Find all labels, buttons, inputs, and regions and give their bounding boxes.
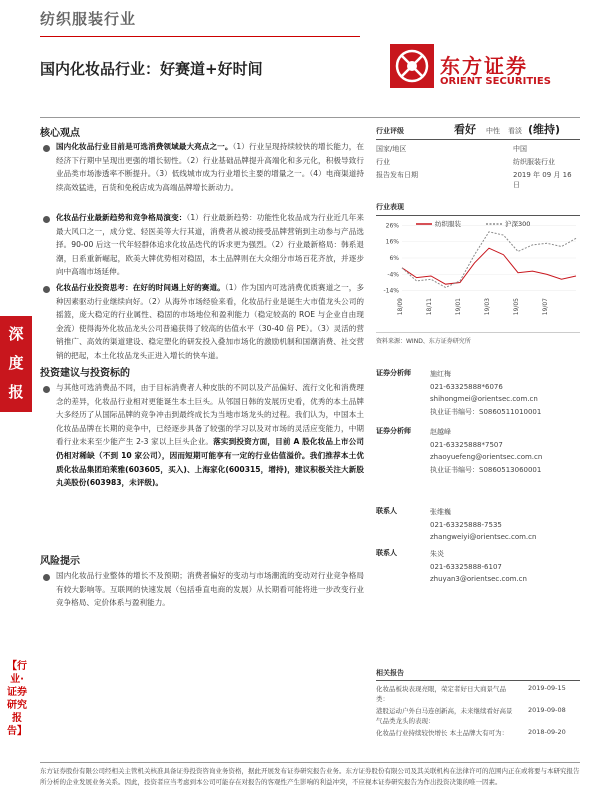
report-category-label: 【行业·证券研究报告】 <box>7 661 27 737</box>
y-tick-label: 6% <box>389 255 399 262</box>
core-point-3-bold: 化妆品行业投资思考：在好的时间遇上好的赛道。 <box>56 283 225 292</box>
x-tick-label: 19/07 <box>542 298 549 316</box>
series-line <box>402 232 576 288</box>
logo-name-en: ORIENT SECURITIES <box>440 76 551 87</box>
chart-source: 资料来源：WIND、东方证券研究所 <box>376 332 580 345</box>
section-heading-risk: 风险提示 <box>40 556 80 567</box>
info-row <box>376 170 580 189</box>
bullet-icon <box>43 386 50 393</box>
contact-email[interactable]: zhuyan3@orientsec.com.cn <box>430 575 527 583</box>
x-tick-label: 19/01 <box>455 298 462 316</box>
report-type-char: 深 <box>8 325 24 343</box>
section-heading-investment: 投资建议与投资标的 <box>40 368 130 379</box>
core-point-2-bold: 化妆品行业最新趋势和竞争格局演变： <box>56 213 187 222</box>
analyst-list <box>376 368 580 590</box>
contact-card <box>376 506 580 548</box>
chart-title: 行业表现 <box>376 202 580 216</box>
series-line <box>402 248 576 284</box>
analyst-phone: 021-63325888*6076 <box>430 382 503 391</box>
analyst-name: 赵越峰 <box>430 428 451 436</box>
header-divider <box>40 36 360 37</box>
contact-email[interactable]: zhangweiyi@orientsec.com.cn <box>430 533 537 541</box>
rating-neutral: 中性 <box>486 127 500 135</box>
logo-name-cn: 东方证券 <box>440 54 528 78</box>
info-row <box>376 144 580 157</box>
core-point-3-text: （1）作为国内可选消费优质赛道之一，多种因素驱动行业继续向好。（2）从海外市场经验来看，化妆品行业是诞生大市值龙头公司的摇篮，庞大稳定的行业属性、稳固的市场地位和盈利能力（稳定较高的 ROE 与企业自由现金流）使得海外化妆品龙头公司普遍获得了较高的估值水平（30-40 倍 PE）。（3）灵活的营销推广、高效的渠道建设、稳定塑化的研发投入叠加市场化的激励机制和国潮消费、社交营销的把起，本土化妆品龙头正进入增长的快车道。 <box>56 283 365 360</box>
related-title[interactable]: 化妆品板块表现亮眼，荣定者好日大商景气品类： <box>376 685 506 703</box>
core-paragraph-2 <box>56 211 364 279</box>
analyst-card <box>376 368 580 426</box>
related-heading: 相关报告 <box>376 668 580 681</box>
report-type-char: 度 <box>8 354 24 372</box>
y-tick-label: 26% <box>385 222 399 230</box>
contact-role: 联系人 <box>376 549 397 557</box>
x-tick-label: 18/09 <box>397 298 404 316</box>
info-key: 国家/地区 <box>376 145 407 153</box>
risk-paragraph: 国内化妆品行业整体的增长不及预期；消费者偏好的变动与市场潮流的变动对行业竞争格局有较大影响等。互联网的快速发展（包括垂直电商的发展）从长期看可能将进一步改变行业竞争格局、定价体系与盈利能力。 <box>56 571 364 608</box>
core-paragraph-3 <box>56 281 364 363</box>
y-tick-label: -4% <box>387 271 399 279</box>
contact-name: 朱炎 <box>430 550 444 558</box>
related-item[interactable] <box>376 684 580 706</box>
y-tick-label: 16% <box>385 238 399 246</box>
analyst-card <box>376 426 580 506</box>
chart-block <box>376 202 580 345</box>
related-title[interactable]: 化妆品行业持续较快增长 本土品牌大有可为： <box>376 729 509 737</box>
related-date: 2018-09-20 <box>528 728 566 736</box>
section-heading-core: 核心观点 <box>40 128 80 139</box>
investment-recommendation: 落实到投资方面，目前 A 股化妆品上市公司仍相对稀缺（不到 10 家公司），因而短期可能享有一定的行业估值溢价。我们推荐本土优质化妆品集团珀莱雅(603605，买入)、上海家化(600315，增持)，建议积极关注大新股丸美股份(603983，未评级)。 <box>56 437 364 488</box>
related-title[interactable]: 港股运动户外白马连创新高，未来继续看好高景气品类龙头的表现： <box>376 707 513 725</box>
legend-label: 沪深300 <box>505 220 531 228</box>
footer-rule <box>40 762 580 763</box>
related-item[interactable] <box>376 728 580 750</box>
report-title: 国内化妆品行业：好赛道+好时间 <box>40 60 263 78</box>
rating-label: 行业评级 <box>376 127 404 135</box>
performance-line-chart <box>376 216 580 316</box>
bullet-icon <box>43 574 50 581</box>
analyst-license: 执业证书编号：S0860511010001 <box>430 407 542 416</box>
analyst-details <box>430 368 541 418</box>
contact-details <box>430 548 527 586</box>
y-tick-label: -14% <box>383 287 399 295</box>
info-value: 2019 年 09 月 16 日 <box>513 171 572 189</box>
core-point-2-text: （1）行业最新趋势：功能性化妆品成为行业近几年来最大风口之一，成分党、轻医美等大行其道，消费者从被动接受品牌营销到主动参与产品选择。90-00 后这一代年轻群体追求化妆品迭代的诉求更为强烈。（2）行业最新格局：韩系退潮，日系重新崛起，欧美大牌优势相对稳固，本土品牌则在大众细分市场百花齐放，并逐步向中高端市场延伸。 <box>56 213 365 277</box>
rating-value: 看好 <box>454 123 476 136</box>
rating-block <box>376 120 580 144</box>
rating-rule <box>376 139 580 140</box>
investment-paragraph <box>56 381 364 490</box>
bullet-icon <box>43 216 50 223</box>
info-row <box>376 157 580 170</box>
rating-negative: 看淡 <box>508 127 522 135</box>
report-type-label <box>4 320 28 436</box>
contact-phone: 021-63325888-7535 <box>430 520 502 529</box>
info-key: 行业 <box>376 158 390 166</box>
legend-label: 纺织服装 <box>435 220 461 228</box>
contact-details <box>430 506 536 544</box>
rating-info-table <box>376 144 580 189</box>
analyst-role: 证券分析师 <box>376 369 411 377</box>
core-point-1-text: （1）行业呈现持续较快的增长能力，在经济下行期中呈现出更强的增长韧性。（2）行业基础品牌提升高端化和多元化，积极导致行业品类市场渗透率不断提升。（3）低线城市成为行业增长主要的增量之一。（4）电商渠道持续高效猛进，百货和免税店成为高端品牌增长新动力。 <box>56 142 365 192</box>
orient-logo-icon <box>390 44 434 88</box>
rating-maintain: (维持) <box>528 123 561 136</box>
x-tick-label: 19/03 <box>484 298 491 316</box>
analyst-license: 执业证书编号：S0860513060001 <box>430 465 542 474</box>
analyst-email[interactable]: shihongmei@orientsec.com.cn <box>430 395 538 403</box>
related-date: 2019-09-15 <box>528 684 566 692</box>
core-paragraph-1 <box>56 140 364 194</box>
industry-label: 纺织服装行业 <box>40 10 137 28</box>
contact-name: 张维巍 <box>430 508 451 516</box>
bullet-icon <box>43 286 50 293</box>
x-tick-label: 18/11 <box>426 298 433 316</box>
investment-text: 与其他可选消费品不同，由于目标消费者人种皮肤的不同以及产品偏好、流行文化和消费理念的差异，化妆品行业相对更能诞生本土巨头。从邻国日韩的发展历史看，优秀的本土品牌大多经历了从国际品牌的竞争冲击到最终成长为当地市场龙头的过程。我们认为，中国本土化妆品品牌在长期的竞争中，已经逐步具备了较强的学习以及对市场的灵活应变能力，中期看行业未来至少能产生 2-3 家以上巨头企业。 <box>56 383 364 447</box>
report-type-char: 告 <box>8 412 24 430</box>
disclaimer-text: 东方证券股份有限公司经相关主管机关核准具备证券投资咨询业务资格，据此开展发布证券研究报告业务。东方证券股份有限公司及其关联机构在法律许可的范围内正在或将要与本研究报告所分析的企业发展业务关系。因此，投资者应当考虑到本公司可能存在对报告的客观性产生影响的利益冲突，不应视本证券研究报告为作出投资决策的唯一因素。 <box>40 767 580 786</box>
related-item[interactable] <box>376 706 580 728</box>
related-date: 2019-09-08 <box>528 706 566 714</box>
info-value: 纺织服装行业 <box>513 158 555 166</box>
analyst-name: 施红梅 <box>430 370 451 378</box>
analyst-phone: 021-63325888*7507 <box>430 440 503 449</box>
related-reports <box>376 668 580 750</box>
info-value: 中国 <box>513 145 527 153</box>
contact-card <box>376 548 580 590</box>
header-rule <box>40 117 580 118</box>
x-tick-label: 19/05 <box>513 298 520 316</box>
contact-role: 联系人 <box>376 507 397 515</box>
core-point-1-bold: 国内化妆品行业目前是可选消费领域最大亮点之一。 <box>56 142 233 151</box>
analyst-role: 证券分析师 <box>376 427 411 435</box>
bullet-icon <box>43 145 50 152</box>
report-type-char: 报 <box>8 383 24 401</box>
contact-phone: 021-63325888-6107 <box>430 562 502 571</box>
analyst-email[interactable]: zhaoyuefeng@orientsec.com.cn <box>430 453 543 461</box>
info-key: 报告发布日期 <box>376 171 418 179</box>
analyst-details <box>430 426 542 476</box>
